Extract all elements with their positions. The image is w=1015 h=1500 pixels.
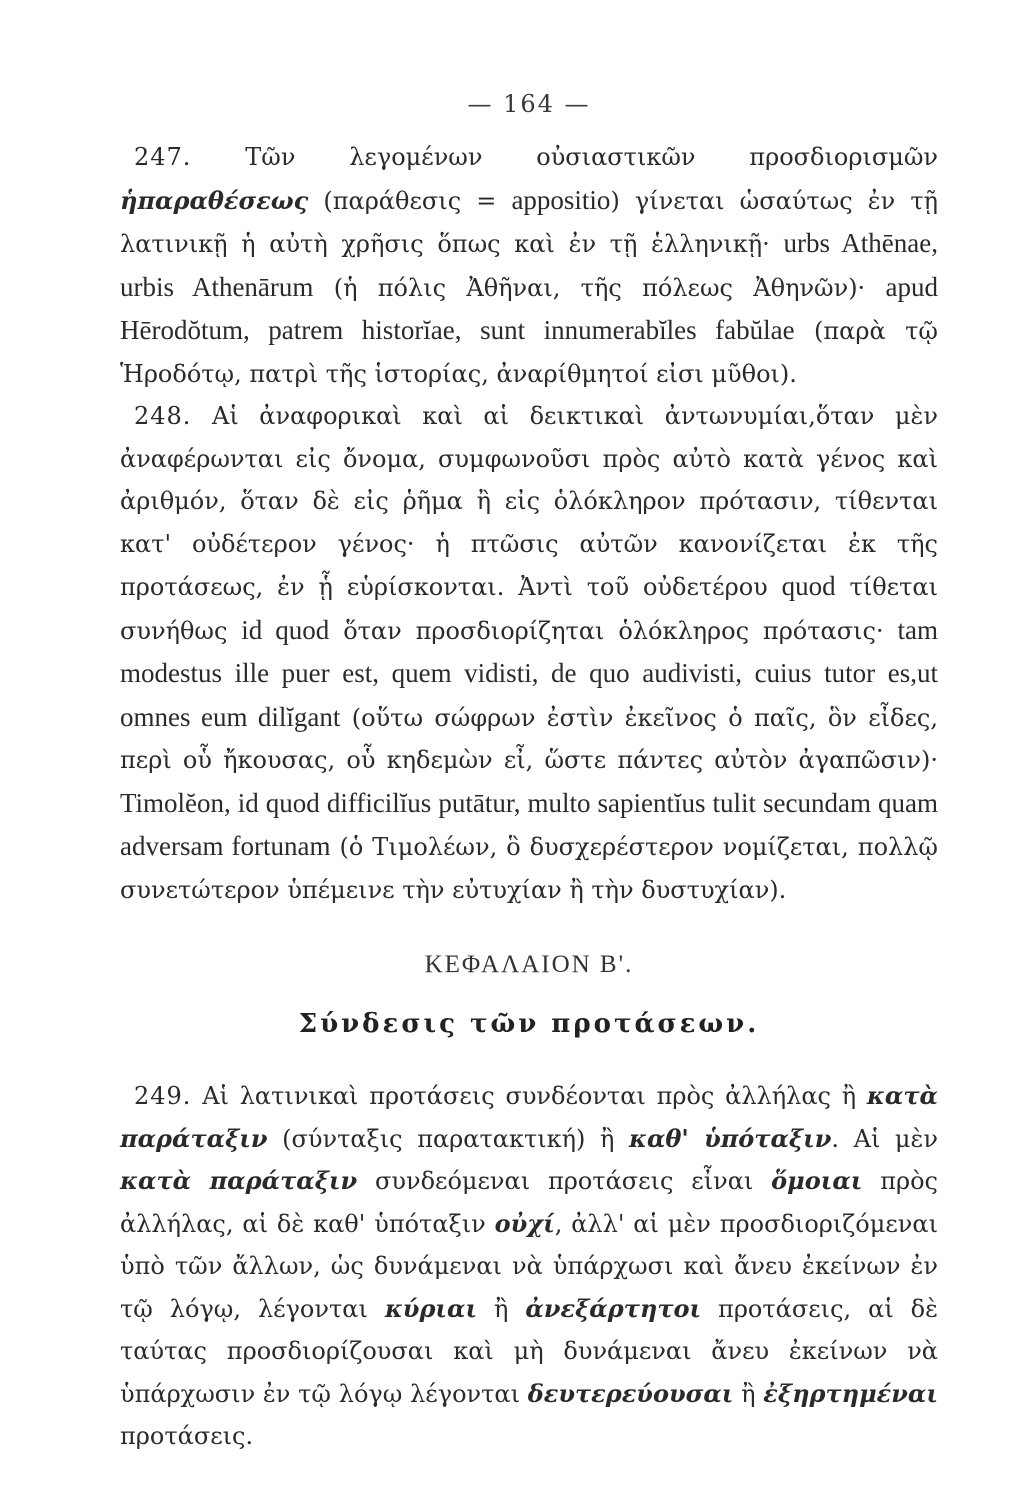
latin-example: Timolĕon, id quod difficilĭus putātur, multo sapientĭus tulit secundam quam adversam fortunam <box>120 787 938 861</box>
latin-example: appositio <box>511 184 611 215</box>
latin-example: quod <box>781 571 836 601</box>
paragraph-number: 247. <box>134 143 192 171</box>
paragraph-text: Αἱ λατινικαὶ προτάσεις συνδέονται πρὸς ἀλλήλας ἢ <box>202 1082 867 1110</box>
paragraph-text: (οὕτω σώφρων ἐστὶν ἐκεῖνος ὁ παῖς, ὃν εἶδες, περὶ οὗ ἤκουσας, οὗ κηδεμὼν εἶ, ὥστε πάντες αὐτὸν ἀγαπῶσιν)· <box>120 703 939 774</box>
paragraph-text: Αἱ ἀναφορικαὶ καὶ αἱ δεικτικαὶ ἀντωνυμίαι,ὅταν μὲν ἀναφέρωνται εἰς ὄνομα, συμφωνοῦσι πρὸς αὐτὸ κατὰ γένος καὶ ἀριθμόν, ὅταν δὲ εἰς ῥῆμα ἢ εἰς ὁλόκληρον πρότασιν, τίθενται κατ' οὐδέτερον γένος· ἡ πτῶσις αὐτῶν κανονίζεται ἐκ τῆς προτάσεως, ἐν ᾗ εὑρίσκονται. Ἀντὶ τοῦ οὐδετέρου <box>120 402 938 601</box>
latin-example: id quod <box>241 614 330 645</box>
paragraph-text: , ἀλλ' αἱ μὲν προσδιοριζόμεναι ὑπὸ τῶν ἄλλων, ὡς δυνάμεναι νὰ ὑπάρχωσι καὶ ἄνευ ἐκείνων ἐν τῷ λόγῳ, λέγονται <box>120 1209 938 1323</box>
emphasized-term: ἀνεξάρτητοι <box>525 1293 702 1323</box>
paragraph-number: 249. <box>134 1082 192 1110</box>
paragraph-number: 248. <box>134 402 192 430</box>
paragraph-text: πρὸς ἀλλήλας, αἱ δὲ καθ' ὑπόταξιν <box>120 1167 938 1238</box>
paragraph-text: Τῶν λεγομένων οὐσιαστικῶν προσδιορισμῶν <box>245 143 938 171</box>
paragraph-249 <box>120 1075 938 1458</box>
paragraph-247 <box>120 136 938 395</box>
chapter-title: ΚΕΦΑΛΑΙΟΝ Β'. <box>424 951 634 978</box>
paragraph-text: (σύνταξις παρατακτική) ἢ <box>267 1124 629 1153</box>
emphasized-term: κύριαι <box>384 1293 478 1323</box>
emphasized-term: οὐχί <box>494 1208 555 1238</box>
emphasized-term: κατὰ παράταξιν <box>120 1166 358 1195</box>
paragraph-text: (ὁ Τιμολέων, ὃ δυσχερέστερον νομίζεται, πολλῷ συνετώτερον ὑπέμεινε τὴν εὐτυχίαν ἢ τὴν δυστυχίαν). <box>120 833 939 904</box>
emphasized-term: ἡπαραθέσεως <box>120 185 309 215</box>
paragraph-text: προτάσεις. <box>120 1422 254 1450</box>
section-title: Σύνδεσις τῶν προτάσεων. <box>298 1009 760 1039</box>
paragraph-text: ) γίνεται ὡσαύτως ἐν τῇ λατινικῇ ἡ αὐτὴ χρῆσις ὅπως καὶ ἐν τῇ ἑλληνικῇ· <box>120 186 939 258</box>
paragraph-text: τίθεται συνήθως <box>120 573 939 645</box>
latin-example: urbs Athēnae, urbis Athenārum <box>120 228 938 302</box>
emphasized-term: κατὰ παράταξιν <box>120 1081 938 1153</box>
emphasized-term: ὅμοιαι <box>771 1166 863 1195</box>
emphasized-term: δευτερεύουσαι <box>527 1378 734 1408</box>
paragraph-248 <box>120 395 938 911</box>
paragraph-text: (ἡ πόλις Ἀθῆναι, τῆς πόλεως Ἀθηνῶν)· <box>313 273 886 302</box>
latin-example: apud Hērodŏtum, patrem historĭae, sunt innumerabĭles fabŭlae <box>120 271 938 345</box>
paragraph-text: (παράθεσις = <box>308 186 512 215</box>
page-number: — 164 — <box>467 90 591 118</box>
paragraph-text: συνδεόμεναι προτάσεις εἶναι <box>357 1167 772 1195</box>
emphasized-term: καθ' ὑπόταξιν <box>628 1123 832 1153</box>
paragraph-text: ὅταν προσδιορίζηται ὁλόκληρος πρότασις· <box>329 616 898 645</box>
latin-example: tam modestus ille puer est, quem vidisti, de quo audivisti, cuius tutor es,ut omnes eum dilĭgant <box>120 614 938 732</box>
paragraph-text: . Αἱ μὲν <box>831 1124 938 1153</box>
paragraph-text: ἢ <box>733 1379 764 1408</box>
book-page <box>120 80 938 1470</box>
paragraph-text: ἢ <box>477 1294 526 1323</box>
paragraph-text: προτάσεις, αἱ δὲ ταύτας προσδιορίζουσαι καὶ μὴ δυνάμεναι ἄνευ ἐκείνων νὰ ὑπάρχωσιν ἐν τῷ λόγῳ λέγονται <box>120 1294 938 1408</box>
paragraph-text: (παρὰ τῷ Ἡροδότῳ, πατρὶ τῆς ἱστορίας, ἀναρίθμητοί εἰσι μῦθοι). <box>120 317 938 388</box>
emphasized-term: ἐξηρτημέναι <box>763 1378 938 1408</box>
